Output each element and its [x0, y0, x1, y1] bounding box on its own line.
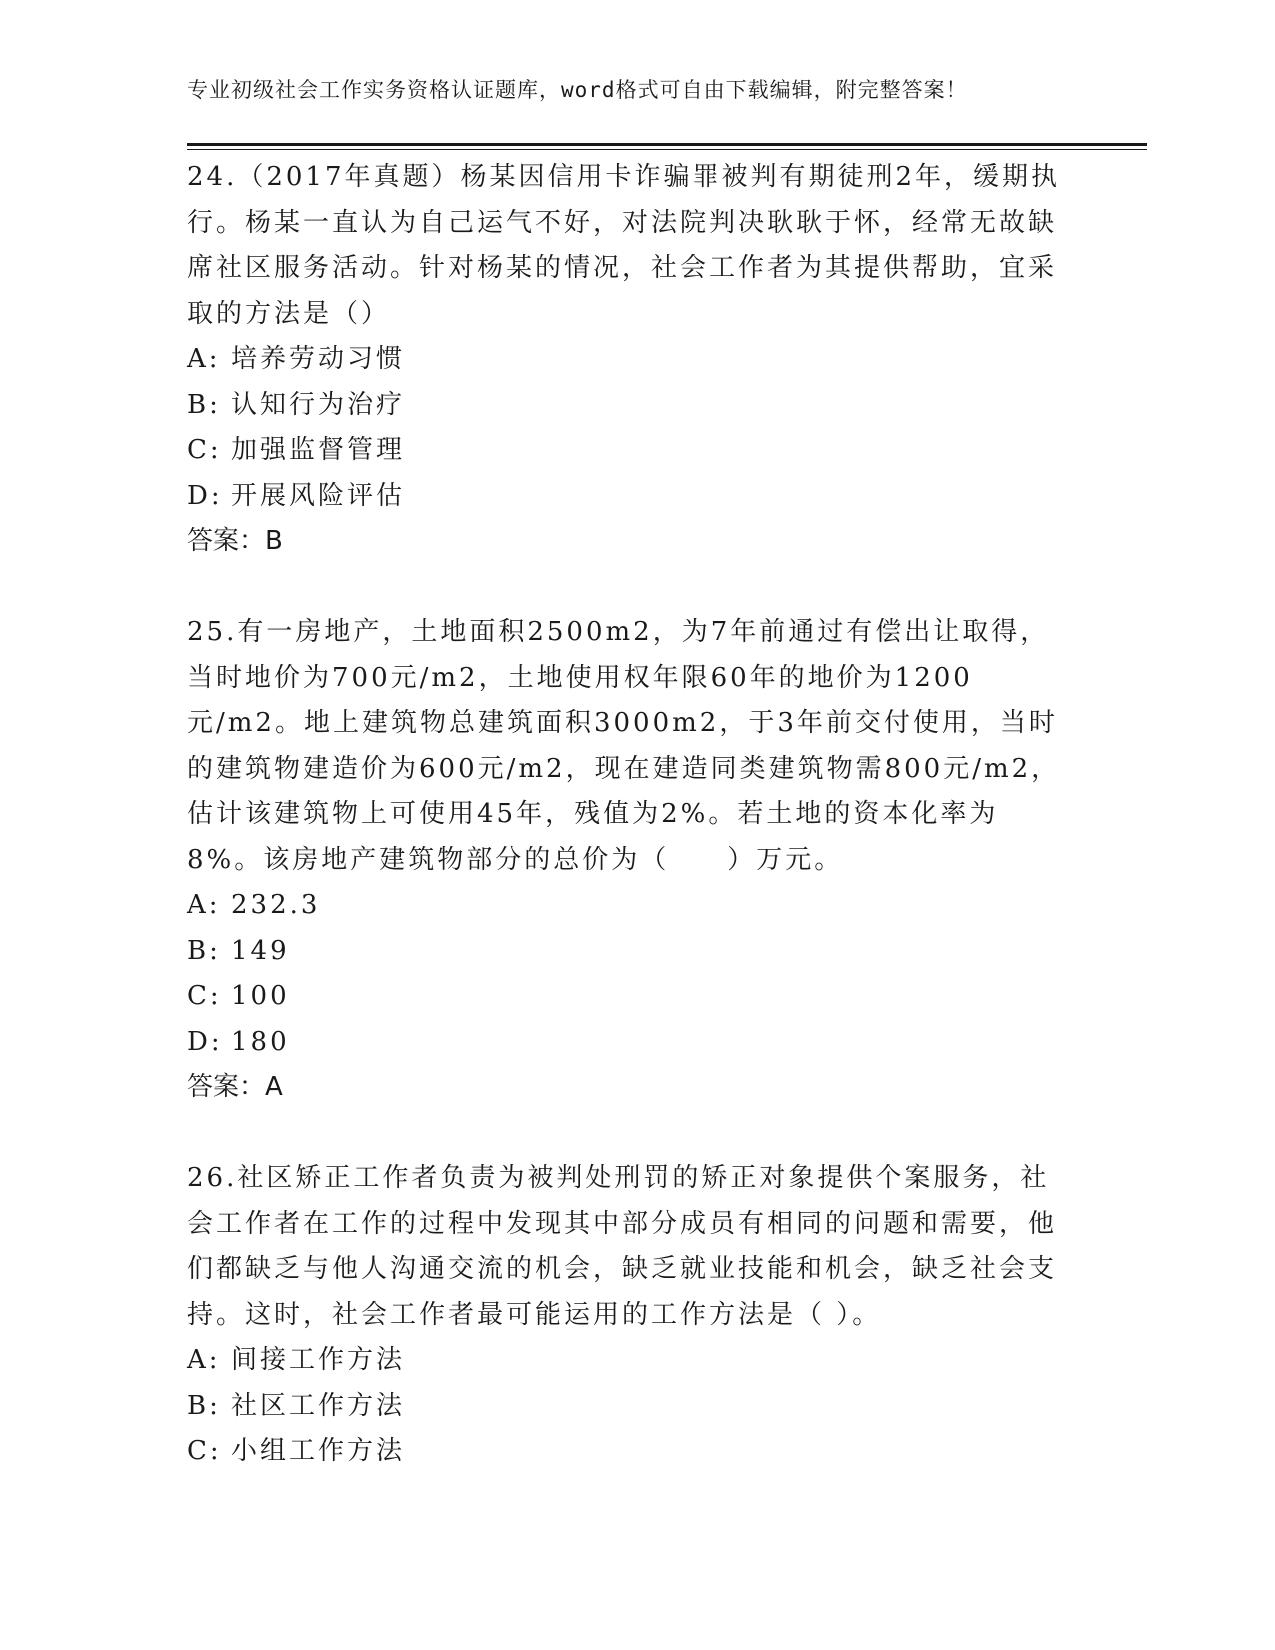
page-header: 专业初级社会工作实务资格认证题库，word格式可自由下载编辑，附完整答案！ — [187, 78, 968, 102]
option-text: 社区工作方法 — [231, 1390, 406, 1421]
option-letter: C: — [187, 435, 222, 465]
option-b — [187, 383, 1067, 429]
option-text: 232.3 — [231, 890, 321, 920]
question-25 — [187, 610, 1067, 1111]
option-text: 开展风险评估 — [231, 480, 406, 511]
option-c — [187, 428, 1067, 474]
option-text: 加强监督管理 — [231, 435, 406, 465]
option-letter: C: — [187, 1436, 222, 1466]
option-c — [187, 974, 1067, 1020]
option-a — [187, 337, 1067, 383]
option-b — [187, 1384, 1067, 1430]
option-letter: A: — [187, 1345, 221, 1375]
spacer — [187, 565, 1067, 611]
question-text: 25.有一房地产，土地面积2500m2，为7年前通过有偿出让取得，当时地价为700元/m2，土地使用权年限60年的地价为1200元/m2。地上建筑物总建筑面积3000m2，于3年前交付使用，当时的建筑物建造价为600元/m2，现在建造同类建筑物需800元/m2，估计该建筑物上可使用45年，残值为2%。若土地的资本化率为8%。该房地产建筑物部分的总价为（ ）万元。 — [187, 617, 1061, 875]
option-a — [187, 1338, 1067, 1384]
option-text: 间接工作方法 — [231, 1345, 406, 1375]
header-rule-thick — [187, 143, 1147, 146]
header-rule-thin — [187, 149, 1147, 150]
option-text: 培养劳动习惯 — [231, 344, 406, 374]
option-letter: B: — [187, 1390, 221, 1421]
option-text: 100 — [231, 981, 290, 1011]
option-d — [187, 1020, 1067, 1066]
spacer — [187, 1111, 1067, 1157]
option-b — [187, 929, 1067, 975]
question-text: 24.（2017年真题）杨某因信用卡诈骗罪被判有期徒刑2年，缓期执行。杨某一直认为自己运气不好，对法院判决耿耿于怀，经常无故缺席社区服务活动。针对杨某的情况，社会工作者为其提供帮助，宜采取的方法是（） — [187, 162, 1061, 329]
question-26 — [187, 1156, 1067, 1475]
option-letter: D: — [187, 1026, 223, 1057]
answer: 答案：B — [187, 526, 283, 556]
option-letter: D: — [187, 480, 223, 511]
option-text: 认知行为治疗 — [231, 389, 406, 420]
option-letter: C: — [187, 981, 222, 1011]
option-letter: B: — [187, 389, 221, 420]
option-text: 180 — [231, 1026, 290, 1057]
option-letter: A: — [187, 890, 221, 920]
option-a — [187, 883, 1067, 929]
answer: 答案：A — [187, 1072, 283, 1102]
option-text: 小组工作方法 — [231, 1436, 406, 1466]
question-text: 26.社区矫正工作者负责为被判处刑罚的矫正对象提供个案服务，社会工作者在工作的过程中发现其中部分成员有相同的问题和需要，他们都缺乏与他人沟通交流的机会，缺乏就业技能和机会，缺乏社会支持。这时，社会工作者最可能运用的工作方法是（ ）。 — [187, 1163, 1058, 1330]
question-list — [187, 155, 1067, 1475]
question-24 — [187, 155, 1067, 565]
option-d — [187, 474, 1067, 520]
option-letter: B: — [187, 935, 221, 966]
option-letter: A: — [187, 344, 221, 374]
option-text: 149 — [231, 935, 290, 966]
option-c — [187, 1429, 1067, 1475]
